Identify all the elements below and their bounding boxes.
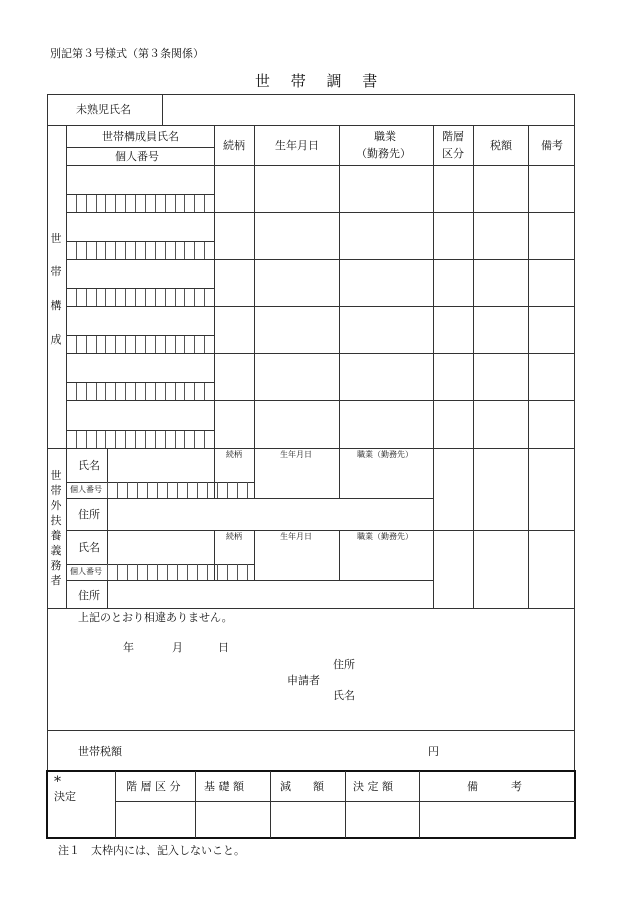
supporters-side-label-3: 外 [50,499,62,512]
supporter1-address-label: 住所 [78,508,100,521]
decision-col-tier: 階 層 区 分 [126,780,181,793]
supporters-side-label-5: 養 [50,529,62,542]
supporter1-occupation-label: 職業（勤務先） [357,450,413,459]
supporters-side-label-7: 務 [50,559,62,572]
page-title: 世 帯 調 書 [255,72,386,90]
household-tax-field[interactable] [160,735,420,765]
declaration-year-label: 年 [123,641,134,654]
declaration-name-label: 氏名 [333,689,355,702]
supporters-side-label-1: 世 [50,469,62,482]
household-side-label-2: 帯 [50,265,62,278]
household-member-row-5[interactable] [67,354,213,381]
household-member-row-2[interactable] [67,213,213,240]
header-remarks: 備考 [541,139,563,152]
supporter1-address-field[interactable] [108,499,432,529]
my-number-boxes-3[interactable] [66,289,214,306]
household-member-row-1[interactable] [67,166,213,193]
supporters-side-label-8: 者 [50,574,62,587]
declaration-address-label: 住所 [333,658,355,671]
supporter1-name-field[interactable] [108,449,213,481]
my-number-boxes-2[interactable] [66,242,214,259]
supporter2-birthdate-label: 生年月日 [280,532,312,541]
my-number-boxes-4[interactable] [66,336,214,353]
supporter1-relation-label: 続柄 [226,450,242,459]
decision-col-remarks: 備 考 [467,780,522,793]
supporters-side-label-2: 帯 [50,484,62,497]
household-member-row-6[interactable] [67,401,213,428]
declaration-statement: 上記のとおり相違ありません。 [78,611,233,624]
decision-col-reduction: 減 額 [280,780,324,793]
decision-col-final: 決 定 額 [353,780,393,793]
household-side-label-3: 構 [50,299,62,312]
form-number: 別記第３号様式（第３条関係） [50,47,204,60]
supporter2-name-label: 氏名 [78,541,100,554]
supporter2-occupation-label: 職業（勤務先） [357,532,413,541]
my-number-boxes-6[interactable] [66,431,214,448]
declaration-month-label: 月 [172,641,183,654]
header-tax: 税額 [490,139,512,152]
supporter1-my-number-boxes[interactable] [107,482,254,498]
yen-unit: 円 [428,745,439,758]
header-tier-sub: 区分 [442,147,464,160]
my-number-boxes-5[interactable] [66,383,214,400]
decision-base-field[interactable] [196,802,270,837]
supporter2-relation-label: 続柄 [226,532,242,541]
supporter1-name-label: 氏名 [78,459,100,472]
header-birthdate: 生年月日 [275,139,319,152]
supporter2-name-field[interactable] [108,531,213,563]
supporters-side-label-4: 扶 [50,514,62,527]
decision-label: 決定 [54,790,76,803]
household-side-label-1: 世 [50,232,62,245]
header-member-name: 世帯構成員氏名 [102,130,179,143]
supporter1-birthdate-label: 生年月日 [280,450,312,459]
declaration-day-label: 日 [218,641,229,654]
household-member-row-4[interactable] [67,307,213,334]
decision-col-base: 基 礎 額 [204,780,244,793]
supporter2-address-field[interactable] [108,581,432,607]
declaration-applicant-label: 申請者 [287,674,320,687]
header-occupation: 職業 [374,130,396,143]
header-tier: 階層 [442,130,464,143]
supporter1-my-number-label: 個人番号 [70,485,102,494]
supporters-side-label-6: 義 [50,544,62,557]
decision-asterisk: * [54,774,61,790]
household-tax-label: 世帯税額 [78,745,122,758]
decision-final-field[interactable] [346,802,419,837]
my-number-boxes-1[interactable] [66,195,214,212]
supporter2-my-number-boxes[interactable] [107,564,254,580]
header-relation: 続柄 [223,139,245,152]
decision-reduction-field[interactable] [271,802,345,837]
target-child-name-field[interactable] [163,95,573,124]
footnote: 注１ 太枠内には、記入しないこと。 [58,844,245,857]
supporter2-my-number-label: 個人番号 [70,567,102,576]
target-child-label: 未熟児氏名 [76,103,131,116]
household-member-row-3[interactable] [67,260,213,287]
supporter2-address-label: 住所 [78,589,100,602]
household-side-label-4: 成 [50,333,62,346]
header-occupation-sub: （勤務先） [356,147,411,160]
header-my-number: 個人番号 [115,150,159,163]
decision-remarks-field[interactable] [420,802,574,837]
decision-tier-field[interactable] [116,802,195,837]
